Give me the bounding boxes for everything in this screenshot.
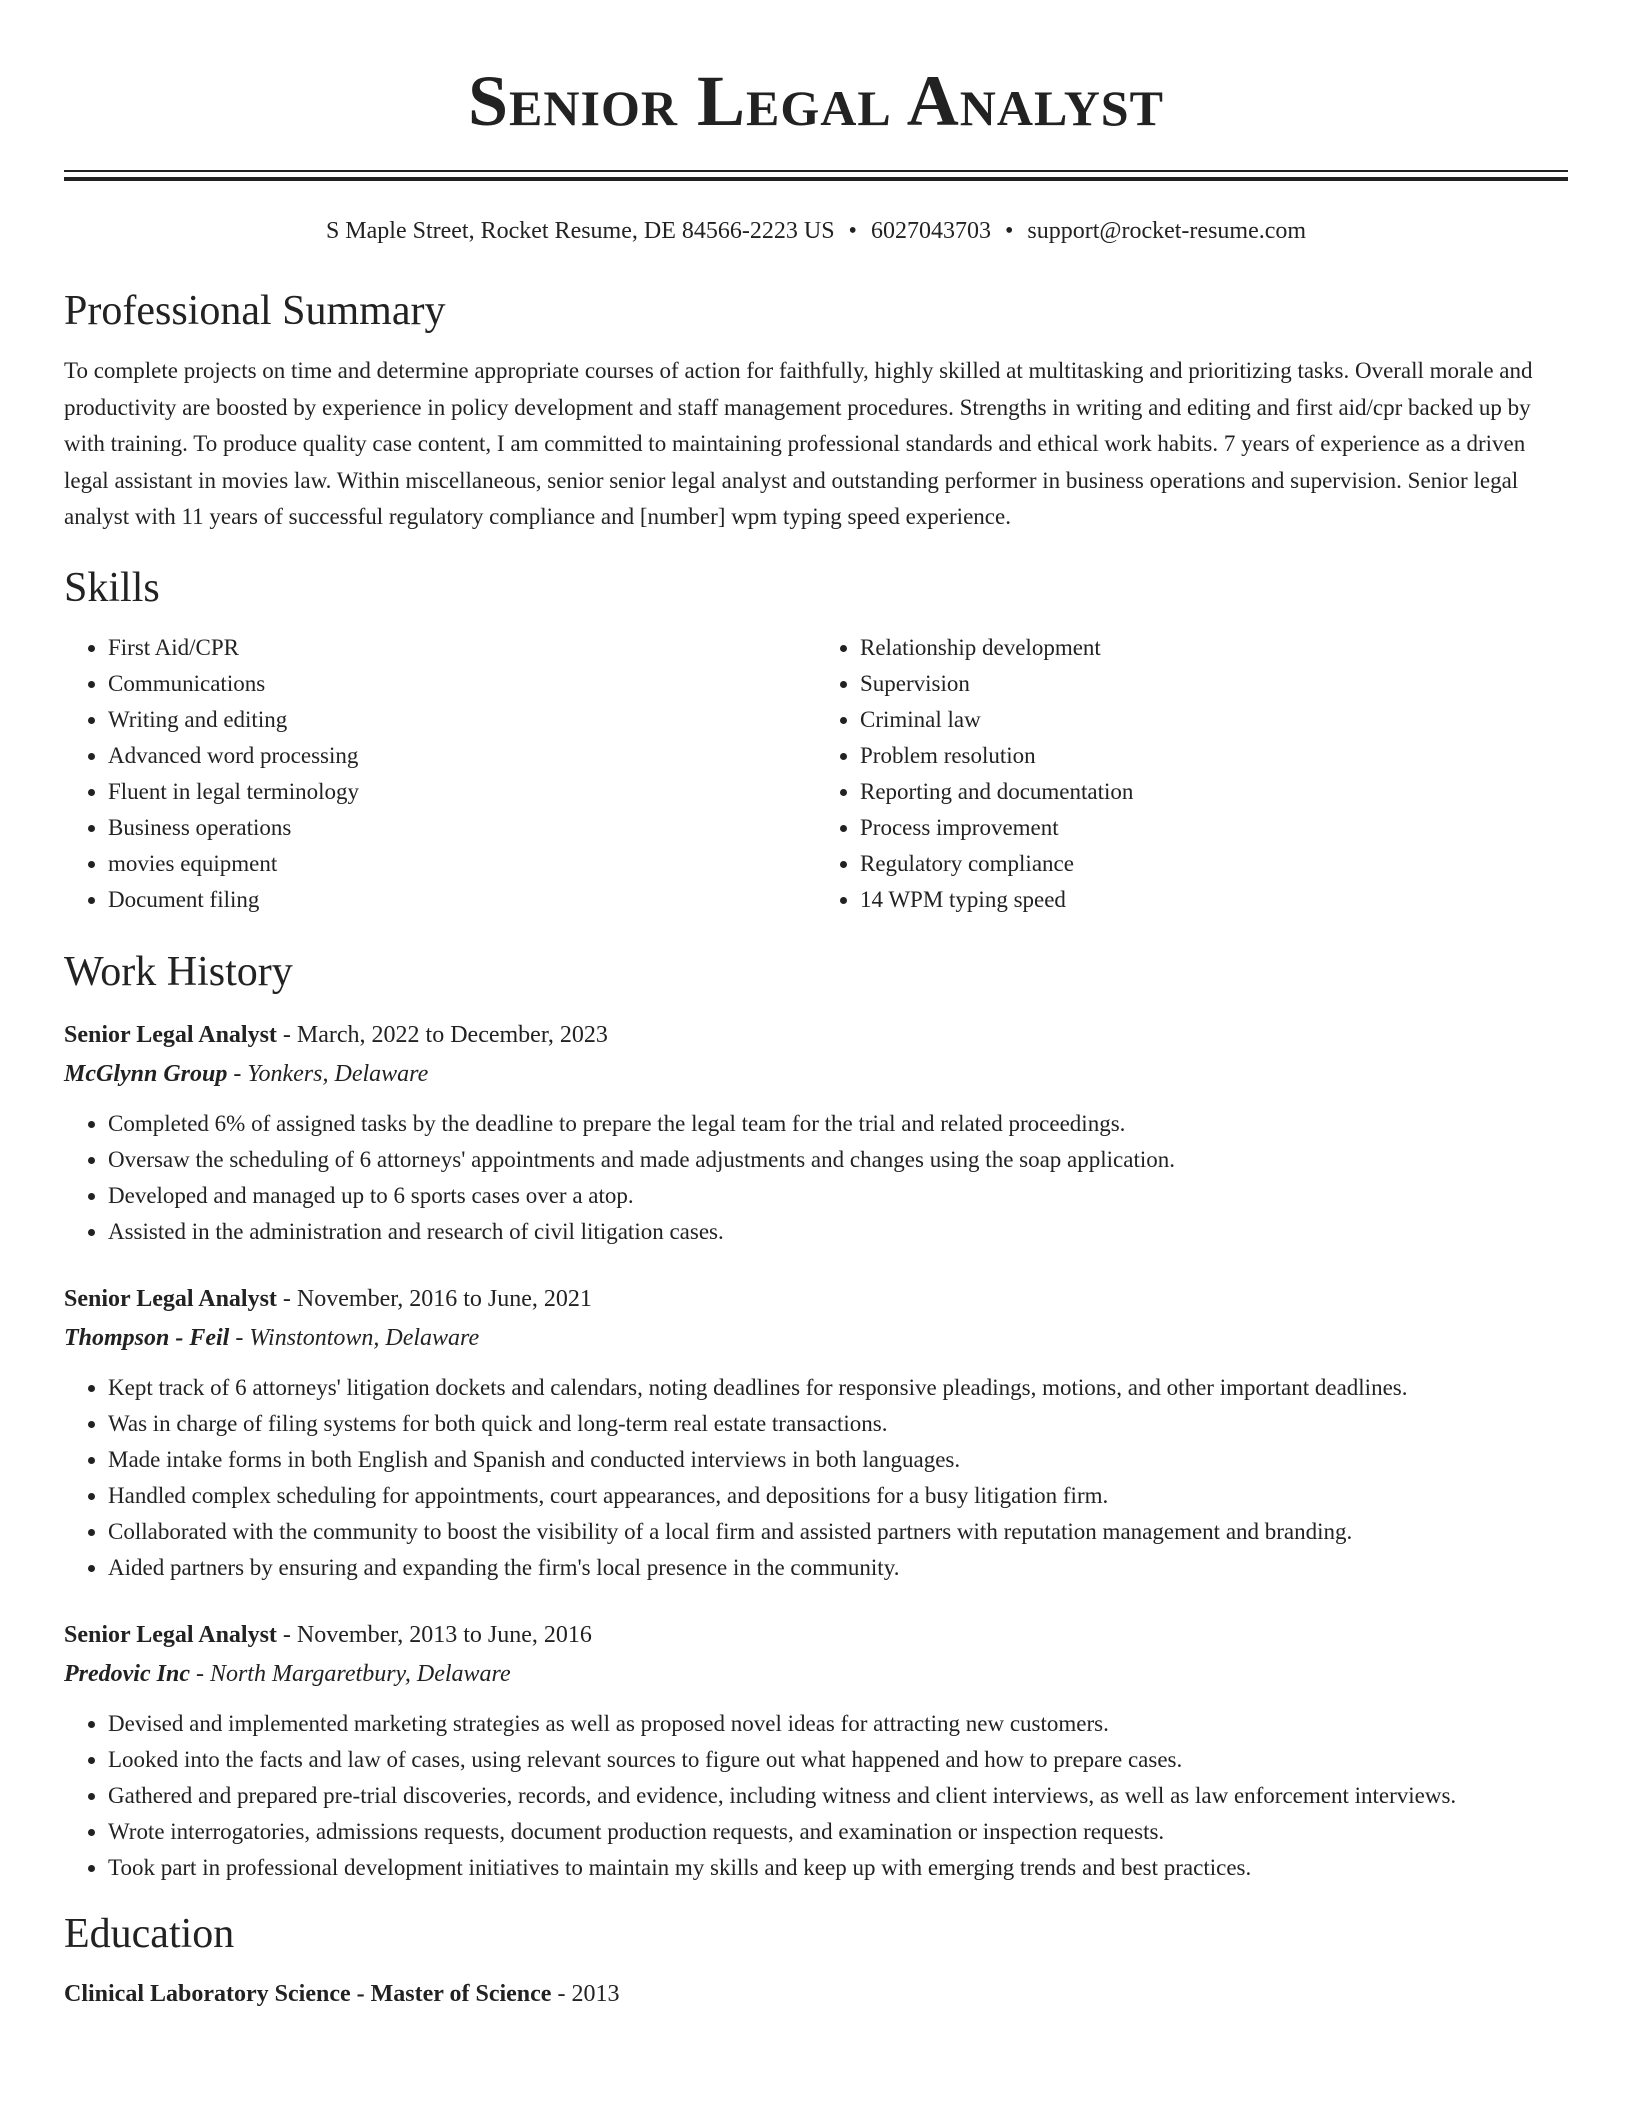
- work-history-heading: Work History: [64, 948, 293, 995]
- job-company: McGlynn Group: [64, 1060, 228, 1087]
- skill-item: • Problem resolution: [860, 738, 1568, 774]
- job-dates: - November, 2013 to June, 2016: [276, 1621, 592, 1648]
- job-bullet: • Completed 6% of assigned tasks by the deadline to prepare the legal team for the trial and related proceedings.: [108, 1106, 1568, 1142]
- job-company-line: [64, 1055, 1568, 1094]
- job-company-line: [64, 1319, 1568, 1358]
- skill-item: • Writing and editing: [108, 702, 816, 738]
- skill-item: • Fluent in legal terminology: [108, 774, 816, 810]
- skills-column-right: [816, 630, 1568, 918]
- education-year: - 2013: [551, 1980, 620, 2007]
- skills-column-left: [64, 630, 816, 918]
- job-location: - North Margaretbury, Delaware: [189, 1660, 511, 1687]
- job-bullets: [64, 1706, 1568, 1886]
- job-bullet: • Aided partners by ensuring and expanding the firm's local presence in the community.: [108, 1550, 1568, 1586]
- job-entry: [64, 1016, 1568, 1250]
- job-dates: - March, 2022 to December, 2023: [276, 1021, 608, 1048]
- summary-text: To complete projects on time and determine appropriate courses of action for faithfully, highly skilled at multitasking and prioritizing tasks. Overall morale and productivity are boosted by experience in policy development and staff management procedures. Strengths in writing and editing and first aid/cpr backed up by with training. To produce quality case content, I am committed to maintaining professional standards and ethical work habits. 7 years of experience as a driven legal assistant in movies law. Within miscellaneous, senior senior legal analyst and outstanding performer in business operations and supervision. Senior legal analyst with 11 years of successful regulatory compliance and [number] wpm typing speed experience.: [64, 358, 1533, 529]
- job-header: [64, 1616, 1568, 1655]
- job-bullet: • Oversaw the scheduling of 6 attorneys' appointments and made adjustments and changes using the soap application.: [108, 1142, 1568, 1178]
- contact-email: support@rocket-resume.com: [1027, 218, 1307, 244]
- job-bullets: [64, 1370, 1568, 1586]
- job-role: Senior Legal Analyst: [64, 1021, 277, 1048]
- job-role: Senior Legal Analyst: [64, 1621, 277, 1648]
- job-bullet: • Developed and managed up to 6 sports cases over a atop.: [108, 1178, 1568, 1214]
- resume-name: Senior Legal Analyst: [468, 61, 1164, 141]
- skill-item: • Regulatory compliance: [860, 846, 1568, 882]
- job-entry: [64, 1616, 1568, 1886]
- contact-separator: •: [1004, 218, 1014, 244]
- contact-line: [64, 215, 1568, 247]
- job-bullet: • Handled complex scheduling for appointments, court appearances, and depositions for a busy litigation firm.: [108, 1478, 1568, 1514]
- job-company: Predovic Inc: [64, 1660, 190, 1687]
- skills-heading: Skills: [64, 564, 160, 611]
- contact-separator: •: [848, 218, 857, 244]
- job-bullet: • Looked into the facts and law of cases, using relevant sources to figure out what happened and how to prepare cases.: [108, 1742, 1568, 1778]
- contact-address: S Maple Street, Rocket Resume, DE 84566-2223 US: [325, 218, 835, 244]
- job-bullet: • Made intake forms in both English and Spanish and conducted interviews in both languages.: [108, 1442, 1568, 1478]
- job-bullet: • Was in charge of filing systems for both quick and long-term real estate transactions.: [108, 1406, 1568, 1442]
- summary-heading: Professional Summary: [64, 288, 446, 334]
- skill-item: • Criminal law: [860, 702, 1568, 738]
- skill-item: • Process improvement: [860, 810, 1568, 846]
- skill-item: • Communications: [108, 666, 816, 702]
- skill-item: • movies equipment: [108, 846, 816, 882]
- skill-item: • Document filing: [108, 882, 816, 918]
- education-heading: Education: [64, 1910, 235, 1957]
- job-company-line: [64, 1655, 1568, 1694]
- job-header: [64, 1280, 1568, 1319]
- education-degree: Clinical Laboratory Science - Master of Science: [64, 1980, 552, 2007]
- job-entry: [64, 1280, 1568, 1586]
- skill-item: • First Aid/CPR: [108, 630, 816, 666]
- job-bullet: • Wrote interrogatories, admissions requests, document production requests, and examination or inspection requests.: [108, 1814, 1568, 1850]
- header-divider-thick: [64, 177, 1568, 181]
- job-bullet: • Devised and implemented marketing strategies as well as proposed novel ideas for attracting new customers.: [108, 1706, 1568, 1742]
- job-header: [64, 1016, 1568, 1055]
- job-dates: - November, 2016 to June, 2021: [276, 1285, 592, 1312]
- skill-item: • 14 WPM typing speed: [860, 882, 1568, 918]
- education-entry: [64, 1976, 1568, 2012]
- job-bullet: • Collaborated with the community to boost the visibility of a local firm and assisted partners with reputation management and branding.: [108, 1514, 1568, 1550]
- job-role: Senior Legal Analyst: [64, 1285, 277, 1312]
- job-location: - Yonkers, Delaware: [227, 1060, 429, 1087]
- skill-item: • Business operations: [108, 810, 816, 846]
- job-bullets: [64, 1106, 1568, 1250]
- skill-item: • Advanced word processing: [108, 738, 816, 774]
- skill-item: • Reporting and documentation: [860, 774, 1568, 810]
- job-bullet: • Assisted in the administration and research of civil litigation cases.: [108, 1214, 1568, 1250]
- header-divider-thin: [64, 170, 1568, 172]
- job-bullet: • Gathered and prepared pre-trial discoveries, records, and evidence, including witness and client interviews, as well as law enforcement interviews.: [108, 1778, 1568, 1814]
- job-bullet: • Kept track of 6 attorneys' litigation dockets and calendars, noting deadlines for responsive pleadings, motions, and other important deadlines.: [108, 1370, 1568, 1406]
- job-location: - Winstontown, Delaware: [229, 1324, 480, 1351]
- job-company: Thompson - Feil: [64, 1324, 230, 1351]
- skill-item: • Supervision: [860, 666, 1568, 702]
- contact-phone: 6027043703: [870, 218, 991, 244]
- skills-list: [64, 630, 1568, 918]
- skill-item: • Relationship development: [860, 630, 1568, 666]
- job-bullet: • Took part in professional development initiatives to maintain my skills and keep up with emerging trends and best practices.: [108, 1850, 1568, 1886]
